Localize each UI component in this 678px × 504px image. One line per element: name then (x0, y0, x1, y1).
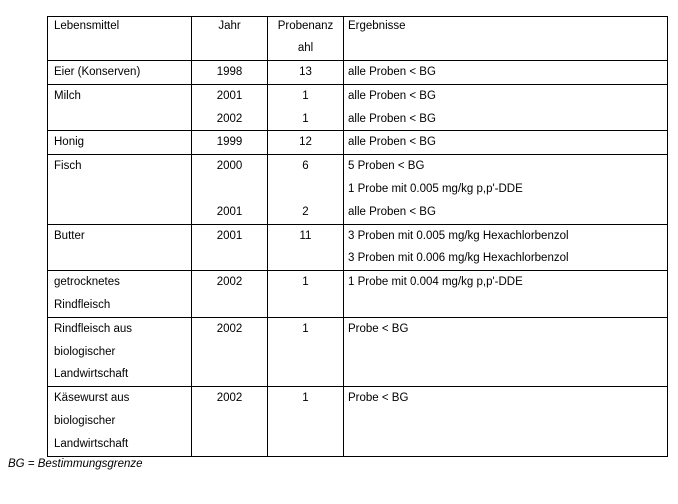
results-cell (344, 84, 668, 131)
year-value: 2000 (216, 160, 243, 173)
sample-count-cell (268, 84, 344, 131)
year-cell (192, 155, 268, 224)
sample-count-value: 6 (302, 160, 309, 173)
food-label: Fisch (54, 160, 82, 173)
result-text: Probe < BG (348, 392, 409, 405)
results-cell (344, 317, 668, 386)
header-food (48, 17, 192, 61)
food-cell (48, 224, 192, 271)
food-cell (48, 155, 192, 224)
result-text: alle Proben < BG (348, 89, 436, 102)
sample-count-value: 1 (302, 322, 309, 335)
sample-count-value: 2 (302, 205, 309, 218)
header-results (344, 17, 668, 61)
food-label: Butter (54, 229, 85, 242)
food-label: Rindfleisch aus (54, 322, 132, 335)
table-row (48, 61, 668, 85)
year-value: 2002 (216, 112, 243, 125)
food-cell (48, 61, 192, 85)
year-cell (192, 224, 268, 271)
results-cell (344, 271, 668, 318)
result-text: 3 Proben mit 0.005 mg/kg Hexachlorbenzol (348, 229, 569, 242)
food-cell (48, 387, 192, 456)
food-label: Milch (54, 89, 81, 102)
year-cell (192, 61, 268, 85)
footnote: BG = Bestimmungsgrenze (8, 458, 143, 470)
sample-count-cell (268, 224, 344, 271)
header-row (48, 17, 668, 61)
year-value: 2002 (216, 392, 243, 405)
table-body (48, 61, 668, 457)
header-samples (268, 17, 344, 61)
food-cell (48, 317, 192, 386)
sample-count-cell (268, 387, 344, 456)
result-text: alle Proben < BG (348, 136, 436, 149)
sample-count-cell (268, 61, 344, 85)
sample-count-value: 1 (302, 392, 309, 405)
food-label: biologischer (54, 414, 116, 427)
residue-results-table (47, 16, 668, 457)
sample-count-value: 1 (302, 112, 309, 125)
header-samples-label-1: Probenanz (277, 20, 334, 32)
header-year (192, 17, 268, 61)
food-label: Honig (54, 136, 85, 149)
sample-count-cell (268, 131, 344, 155)
header-food-label: Lebensmittel (54, 20, 120, 32)
sample-count-cell (268, 155, 344, 224)
table-row (48, 224, 668, 271)
food-cell (48, 131, 192, 155)
sample-count-value: 1 (302, 276, 309, 289)
table-row (48, 131, 668, 155)
results-cell (344, 387, 668, 456)
year-cell (192, 317, 268, 386)
result-text: 5 Proben < BG (348, 160, 425, 173)
food-label: biologischer (54, 345, 116, 358)
food-cell (48, 271, 192, 318)
result-text: Probe < BG (348, 322, 409, 335)
table-header (48, 17, 668, 61)
header-year-label: Jahr (218, 20, 241, 32)
sample-count-value: 12 (299, 136, 312, 149)
sample-count-value: 11 (299, 229, 312, 242)
result-text: alle Proben < BG (348, 205, 436, 218)
result-text: 1 Probe mit 0.004 mg/kg p,p'-DDE (348, 276, 523, 289)
food-label: Eier (Konserven) (54, 66, 141, 78)
food-label: Rindfleisch (54, 298, 111, 311)
sample-count-cell (268, 271, 344, 318)
food-label: Landwirtschaft (54, 368, 129, 381)
sample-count-value: 1 (302, 89, 309, 102)
year-value: 1998 (216, 66, 243, 78)
sample-count-cell (268, 317, 344, 386)
year-value: 2001 (216, 205, 243, 218)
sample-count-value: 13 (299, 66, 312, 78)
year-value: 1999 (216, 136, 243, 149)
results-cell (344, 155, 668, 224)
table-row (48, 84, 668, 131)
result-text: 1 Probe mit 0.005 mg/kg p,p'-DDE (348, 182, 523, 195)
year-cell (192, 271, 268, 318)
year-value: 2002 (216, 322, 243, 335)
food-cell (48, 84, 192, 131)
results-cell (344, 61, 668, 85)
year-value: 2002 (216, 276, 243, 289)
result-text: alle Proben < BG (348, 112, 436, 125)
year-cell (192, 131, 268, 155)
results-cell (344, 224, 668, 271)
food-label: Landwirtschaft (54, 437, 129, 450)
result-text: alle Proben < BG (348, 66, 436, 78)
year-cell (192, 387, 268, 456)
year-value: 2001 (216, 89, 243, 102)
result-text: 3 Proben mit 0.006 mg/kg Hexachlorbenzol (348, 252, 569, 265)
table-row (48, 271, 668, 318)
table-row (48, 155, 668, 224)
food-label: Käsewurst aus (54, 392, 130, 405)
header-results-label: Ergebnisse (348, 20, 406, 32)
year-value: 2001 (216, 229, 243, 242)
food-label: getrocknetes (54, 276, 120, 289)
table-row (48, 317, 668, 386)
results-cell (344, 131, 668, 155)
year-cell (192, 84, 268, 131)
table-row (48, 387, 668, 456)
header-samples-label-2: ahl (297, 41, 314, 54)
